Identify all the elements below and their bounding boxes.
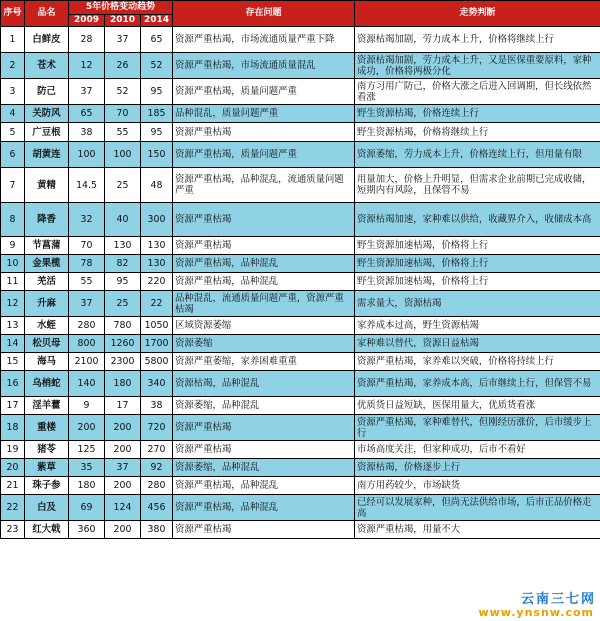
- row-seq: 18: [1, 415, 25, 441]
- row-price-2014: 1700: [141, 335, 173, 353]
- row-outlook: 野生资源枯竭，价格将继续上行: [355, 123, 600, 142]
- row-issue: 资源严重枯竭: [173, 415, 355, 441]
- row-price-2014: 185: [141, 105, 173, 123]
- table-row: [1, 335, 600, 353]
- row-price-2009: 69: [69, 495, 105, 521]
- row-name: 胡黄连: [25, 142, 69, 168]
- row-issue: 品种混乱，流通质量问题严重，资源严重枯竭: [173, 291, 355, 317]
- row-outlook: 南方用药较少，市场缺货: [355, 477, 600, 495]
- row-price-2014: 48: [141, 168, 173, 203]
- row-issue: 资源严重枯竭，市场流通质量严重下降: [173, 27, 355, 53]
- row-price-2010: 2300: [105, 353, 141, 371]
- row-price-2010: 780: [105, 317, 141, 335]
- row-outlook: 资源枯竭加速，家种难以供给，收藏界介入，收储成本高: [355, 203, 600, 237]
- row-name: 羌活: [25, 273, 69, 291]
- row-price-2014: 280: [141, 477, 173, 495]
- row-name: 乌梢蛇: [25, 371, 69, 397]
- row-outlook: 资源枯竭加剧，劳力成本上升，又是医保重要原料，家种成功，价格将两极分化: [355, 53, 600, 79]
- row-price-2014: 22: [141, 291, 173, 317]
- row-issue: 品种混乱，质量问题严重: [173, 105, 355, 123]
- row-price-2010: 82: [105, 255, 141, 273]
- row-outlook: 野生资源加速枯竭，价格将上行: [355, 273, 600, 291]
- table-row: [1, 203, 600, 237]
- row-price-2009: 360: [69, 521, 105, 539]
- row-price-2009: 800: [69, 335, 105, 353]
- row-price-2014: 300: [141, 203, 173, 237]
- row-price-2009: 12: [69, 53, 105, 79]
- table-row: [1, 459, 600, 477]
- row-seq: 9: [1, 237, 25, 255]
- row-price-2010: 200: [105, 441, 141, 459]
- row-seq: 22: [1, 495, 25, 521]
- row-price-2014: 95: [141, 123, 173, 142]
- row-seq: 7: [1, 168, 25, 203]
- row-price-2010: 95: [105, 273, 141, 291]
- row-issue: 资源严重萎缩，家养困难重重: [173, 353, 355, 371]
- watermark-url: www.ynsnw.com: [478, 606, 594, 619]
- table-row: [1, 317, 600, 335]
- row-outlook: 南方习用广防己，价格大涨之后进入回调期，但长线依然看涨: [355, 79, 600, 105]
- table-row: [1, 273, 600, 291]
- row-price-2009: 140: [69, 371, 105, 397]
- row-issue: 区域资源萎缩: [173, 317, 355, 335]
- row-price-2014: 65: [141, 27, 173, 53]
- row-issue: 资源严重枯竭，品种混乱: [173, 477, 355, 495]
- row-issue: 资源严重枯竭: [173, 521, 355, 539]
- row-name: 重楼: [25, 415, 69, 441]
- header-outlook: 走势判断: [355, 1, 600, 27]
- row-issue: 资源严重枯竭，品种混乱: [173, 273, 355, 291]
- row-name: 升麻: [25, 291, 69, 317]
- row-name: 红大戟: [25, 521, 69, 539]
- row-name: 紫草: [25, 459, 69, 477]
- row-seq: 17: [1, 397, 25, 415]
- row-seq: 5: [1, 123, 25, 142]
- row-outlook: 资源严重枯竭，用量不大: [355, 521, 600, 539]
- header-issues: 存在问题: [173, 1, 355, 27]
- row-name: 黄精: [25, 168, 69, 203]
- row-outlook: 用量加大，价格上升明显，但需求企业前期已完成收储，短期内有风险，且保管不易: [355, 168, 600, 203]
- row-issue: 资源严重枯竭: [173, 203, 355, 237]
- row-outlook: 家种难以替代，资源日益枯竭: [355, 335, 600, 353]
- row-name: 关防风: [25, 105, 69, 123]
- row-issue: 资源严重枯竭，质量问题严重: [173, 79, 355, 105]
- row-name: 珠子参: [25, 477, 69, 495]
- row-price-2014: 130: [141, 237, 173, 255]
- row-seq: 13: [1, 317, 25, 335]
- table-row: [1, 415, 600, 441]
- row-price-2014: 92: [141, 459, 173, 477]
- table-row: [1, 142, 600, 168]
- row-price-2009: 35: [69, 459, 105, 477]
- row-seq: 4: [1, 105, 25, 123]
- row-price-2009: 280: [69, 317, 105, 335]
- header-name: 品名: [25, 1, 69, 27]
- row-seq: 1: [1, 27, 25, 53]
- row-price-2009: 38: [69, 123, 105, 142]
- row-name: 水蛭: [25, 317, 69, 335]
- row-price-2009: 37: [69, 79, 105, 105]
- row-name: 防己: [25, 79, 69, 105]
- row-outlook: 已经可以发展家种，但尚无法供给市场，后市正品价格走高: [355, 495, 600, 521]
- watermark-logo: 云南三七网: [520, 592, 596, 607]
- header-year-2009: 2009: [69, 15, 105, 27]
- row-outlook: 野生资源枯竭，价格连续上行: [355, 105, 600, 123]
- row-price-2010: 200: [105, 415, 141, 441]
- table-row: [1, 105, 600, 123]
- row-outlook: 资源严重枯竭，家养难以突破，价格将持续上行: [355, 353, 600, 371]
- row-seq: 12: [1, 291, 25, 317]
- row-issue: 资源严重枯竭，品种混乱，流通质量问题严重: [173, 168, 355, 203]
- row-price-2010: 55: [105, 123, 141, 142]
- row-issue: 资源枯竭，品种混乱: [173, 371, 355, 397]
- row-name: 松贝母: [25, 335, 69, 353]
- row-price-2010: 70: [105, 105, 141, 123]
- row-price-2014: 95: [141, 79, 173, 105]
- row-price-2014: 380: [141, 521, 173, 539]
- row-price-2010: 37: [105, 27, 141, 53]
- table-row: [1, 123, 600, 142]
- row-outlook: 野生资源加速枯竭，价格将上行: [355, 237, 600, 255]
- row-seq: 14: [1, 335, 25, 353]
- table-row: [1, 353, 600, 371]
- row-price-2010: 100: [105, 142, 141, 168]
- row-issue: 资源严重枯竭，品种混乱: [173, 255, 355, 273]
- row-issue: 资源严重枯竭: [173, 123, 355, 142]
- row-name: 猪苓: [25, 441, 69, 459]
- table-row: [1, 27, 600, 53]
- header-row: [1, 1, 600, 15]
- row-price-2014: 220: [141, 273, 173, 291]
- row-outlook: 资源严重枯竭，家养成本高，后市继续上行，但保管不易: [355, 371, 600, 397]
- row-price-2009: 65: [69, 105, 105, 123]
- row-outlook: 市场高度关注，但家种成功，后市不看好: [355, 441, 600, 459]
- row-issue: 资源严重枯竭: [173, 441, 355, 459]
- row-price-2014: 150: [141, 142, 173, 168]
- row-issue: 资源严重枯竭，质量问题严重: [173, 142, 355, 168]
- row-name: 海马: [25, 353, 69, 371]
- row-name: 白鲜皮: [25, 27, 69, 53]
- table-row: [1, 237, 600, 255]
- row-seq: 20: [1, 459, 25, 477]
- row-price-2010: 130: [105, 237, 141, 255]
- row-price-2014: 1050: [141, 317, 173, 335]
- row-seq: 11: [1, 273, 25, 291]
- row-outlook: 资源枯竭加剧，劳力成本上升，价格将继续上行: [355, 27, 600, 53]
- row-issue: 资源严重枯竭，市场流通质量混乱: [173, 53, 355, 79]
- row-outlook: 资源萎缩，劳力成本上升，价格连续上行，但用量有限: [355, 142, 600, 168]
- row-price-2009: 9: [69, 397, 105, 415]
- header-trend-group: 5年价格变动趋势: [69, 1, 173, 15]
- row-issue: 资源严重枯竭，品种混乱: [173, 495, 355, 521]
- table-row: [1, 255, 600, 273]
- row-name: 降香: [25, 203, 69, 237]
- row-price-2010: 180: [105, 371, 141, 397]
- row-seq: 15: [1, 353, 25, 371]
- table-row: [1, 477, 600, 495]
- row-name: 金果榄: [25, 255, 69, 273]
- row-price-2014: 720: [141, 415, 173, 441]
- row-issue: 资源萎缩，品种混乱: [173, 397, 355, 415]
- row-price-2009: 200: [69, 415, 105, 441]
- row-seq: 21: [1, 477, 25, 495]
- table-row: [1, 168, 600, 203]
- row-seq: 19: [1, 441, 25, 459]
- row-price-2009: 28: [69, 27, 105, 53]
- row-price-2010: 17: [105, 397, 141, 415]
- row-price-2010: 124: [105, 495, 141, 521]
- row-price-2014: 456: [141, 495, 173, 521]
- row-outlook: 优质货日益短缺，医保用量大，优质货看涨: [355, 397, 600, 415]
- row-price-2009: 180: [69, 477, 105, 495]
- row-price-2014: 52: [141, 53, 173, 79]
- row-outlook: 野生资源加速枯竭，价格将上行: [355, 255, 600, 273]
- row-price-2014: 340: [141, 371, 173, 397]
- row-price-2014: 130: [141, 255, 173, 273]
- table-row: [1, 53, 600, 79]
- row-price-2009: 2100: [69, 353, 105, 371]
- row-price-2010: 26: [105, 53, 141, 79]
- table-row: [1, 521, 600, 539]
- row-name: 广豆根: [25, 123, 69, 142]
- table-row: [1, 495, 600, 521]
- row-price-2009: 37: [69, 291, 105, 317]
- row-price-2014: 38: [141, 397, 173, 415]
- row-seq: 10: [1, 255, 25, 273]
- table-row: [1, 441, 600, 459]
- row-seq: 2: [1, 53, 25, 79]
- row-outlook: 资源严重枯竭，家种难替代，但刚经历涨价，后市缓步上行: [355, 415, 600, 441]
- row-issue: 资源萎缩，品种混乱: [173, 459, 355, 477]
- row-price-2009: 100: [69, 142, 105, 168]
- table-row: [1, 371, 600, 397]
- row-price-2009: 78: [69, 255, 105, 273]
- table-row: [1, 291, 600, 317]
- row-price-2009: 70: [69, 237, 105, 255]
- row-seq: 6: [1, 142, 25, 168]
- row-price-2014: 270: [141, 441, 173, 459]
- row-price-2014: 5800: [141, 353, 173, 371]
- row-seq: 23: [1, 521, 25, 539]
- row-price-2010: 52: [105, 79, 141, 105]
- row-seq: 3: [1, 79, 25, 105]
- row-price-2009: 55: [69, 273, 105, 291]
- row-name: 白及: [25, 495, 69, 521]
- row-price-2010: 40: [105, 203, 141, 237]
- header-year-2010: 2010: [105, 15, 141, 27]
- row-name: 淫羊藿: [25, 397, 69, 415]
- row-issue: 资源严重枯竭: [173, 237, 355, 255]
- row-price-2010: 200: [105, 521, 141, 539]
- row-price-2010: 25: [105, 291, 141, 317]
- table-row: [1, 397, 600, 415]
- table-row: [1, 79, 600, 105]
- row-issue: 资源萎缩: [173, 335, 355, 353]
- table-body: [1, 27, 600, 539]
- row-price-2009: 14.5: [69, 168, 105, 203]
- row-price-2010: 25: [105, 168, 141, 203]
- row-seq: 16: [1, 371, 25, 397]
- row-name: 苍术: [25, 53, 69, 79]
- row-outlook: 需求量大，资源枯竭: [355, 291, 600, 317]
- row-outlook: 资源枯竭，价格逐步上行: [355, 459, 600, 477]
- row-price-2010: 1260: [105, 335, 141, 353]
- header-seq: 序号: [1, 1, 25, 27]
- row-outlook: 家养成本过高，野生资源枯竭: [355, 317, 600, 335]
- row-price-2010: 37: [105, 459, 141, 477]
- row-seq: 8: [1, 203, 25, 237]
- row-price-2009: 32: [69, 203, 105, 237]
- row-name: 节菖蒲: [25, 237, 69, 255]
- header-year-2014: 2014: [141, 15, 173, 27]
- row-price-2009: 125: [69, 441, 105, 459]
- row-price-2010: 200: [105, 477, 141, 495]
